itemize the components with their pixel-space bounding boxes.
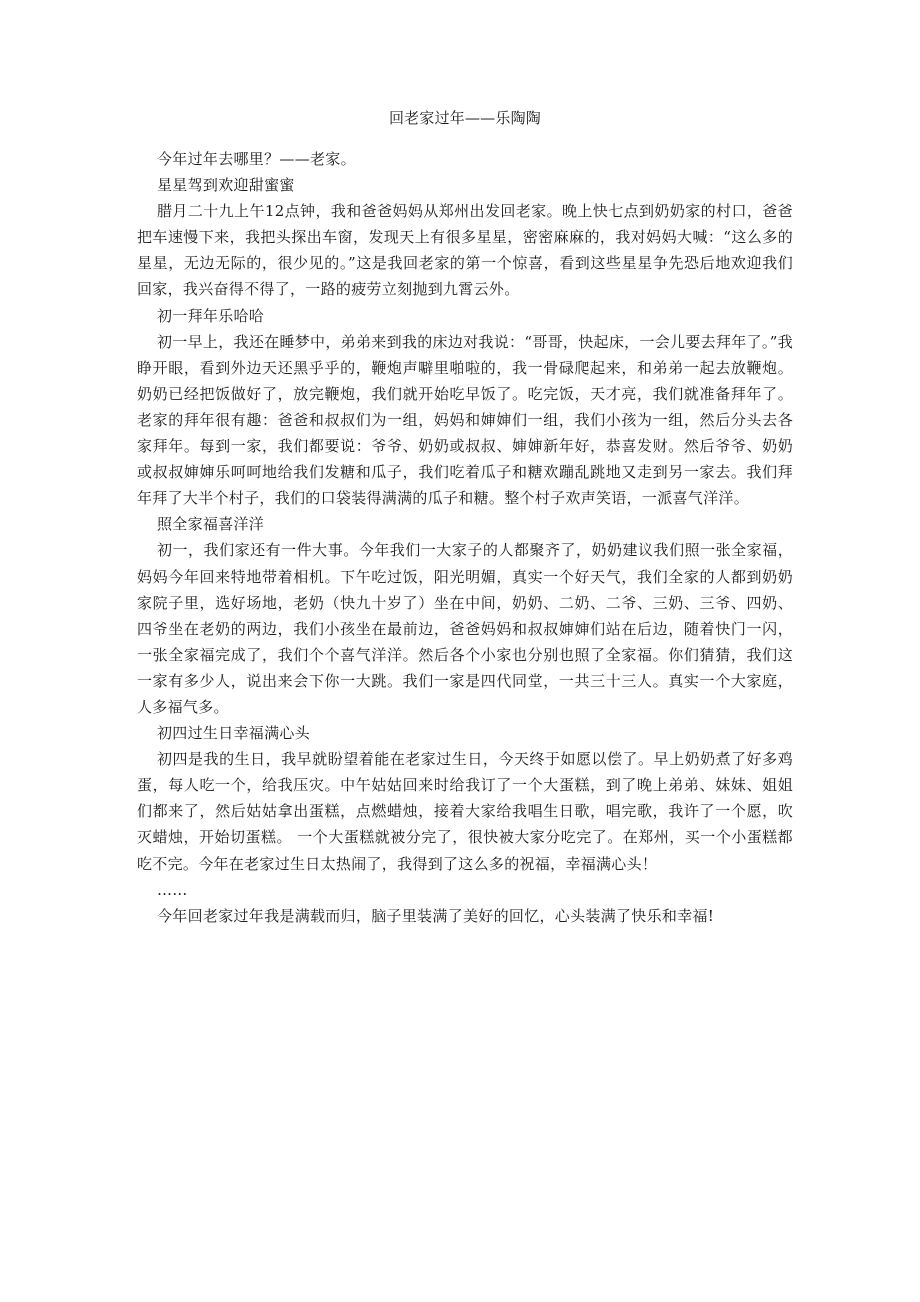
paragraph-family-photo: 初一，我们家还有一件大事。今年我们一大家子的人都聚齐了，奶奶建议我们照一张全家福，妈妈今年回来特地带着相机。下午吃过饭，阳光明媚，真实一个好天气，我们全家的人都到奶奶家院子里，选好场地，老奶（快九十岁了）坐在中间，奶奶、二奶、二爷、三奶、三爷、四奶、四爷坐在老奶的两边，我们小孩坐在最前边，爸爸妈妈和叔叔婶婶们站在后边，随着快门一闪，一张全家福完成了，我们个个喜气洋洋。然后各个小家也分别也照了全家福。你们猜猜，我们这一家有多少人，说出来会下你一大跳。我们一家是四代同堂，一共三十三人。真实一个大家庭，人多福气多。 — [137, 541, 793, 716]
paragraph-stars: 腊月二十九上午12点钟，我和爸爸妈妈从郑州出发回老家。晚上快七点到奶奶家的村口，爸爸把车速慢下来，我把头探出车窗，发现天上有很多星星，密密麻麻的，我对妈妈大喊：“这么多的星星，无边无际的，很少见的。”这是我回老家的第一个惊喜，看到这些星星争先恐后地欢迎我们回家，我兴奋得不得了，一路的疲劳立刻抛到九霄云外。 — [137, 202, 793, 299]
section-heading-birthday: 初四过生日幸福满心头 — [157, 724, 311, 743]
paragraph-birthday: 初四是我的生日，我早就盼望着能在老家过生日，今天终于如愿以偿了。早上奶奶煮了好多鸡蛋，每人吃一个，给我压灾。中午姑姑回来时给我订了一个大蛋糕，到了晚上弟弟、妹妹、姐姐们都来了，然后姑姑拿出蛋糕，点燃蜡烛，接着大家给我唱生日歌，唱完歌，我许了一个愿，吹灭蜡烛，开始切蛋糕。 一个大蛋糕就被分完了，很快被大家分吃完了。在郑州，买一个小蛋糕都吃不完。今年在老家过生日太热闹了，我得到了这么多的祝福，幸福满心头！ — [137, 750, 793, 873]
section-heading-stars: 星星驾到欢迎甜蜜蜜 — [157, 176, 295, 195]
paragraph-intro: 今年过年去哪里？——老家。 — [157, 150, 356, 168]
section-heading-new-year-visit: 初一拜年乐哈哈 — [157, 306, 265, 325]
paragraph-new-year-visit: 初一早上，我还在睡梦中，弟弟来到我的床边对我说：“哥哥，快起床，一会儿要去拜年了。”我睁开眼，看到外边天还黑乎乎的，鞭炮声噼里啪啦的，我一骨碌爬起来，和弟弟一起去放鞭炮。奶奶已经把饭做好了，放完鞭炮，我们就开始吃早饭了。吃完饭，天才亮，我们就准备拜年了。老家的拜年很有趣：爸爸和叔叔们为一组，妈妈和婶婶们一组，我们小孩为一组，然后分头去各家拜年。每到一家，我们都要说：爷爷、奶奶或叔叔、婶婶新年好，恭喜发财。然后爷爷、奶奶或叔叔婶婶乐呵呵地给我们发糖和瓜子，我们吃着瓜子和糖欢蹦乱跳地又走到另一家去。我们拜年拜了大半个村子，我们的口袋装得满满的瓜子和糖。整个村子欢声笑语，一派喜气洋洋。 — [137, 332, 793, 508]
document-title: 回老家过年——乐陶陶 — [388, 109, 541, 127]
section-heading-family-photo: 照全家福喜洋洋 — [157, 515, 265, 534]
paragraph-conclusion: 今年回老家过年我是满载而归，脑子里装满了美好的回忆，心头装满了快乐和幸福! — [157, 906, 715, 925]
ellipsis-line: …… — [157, 880, 188, 899]
document-page — [137, 108, 793, 929]
